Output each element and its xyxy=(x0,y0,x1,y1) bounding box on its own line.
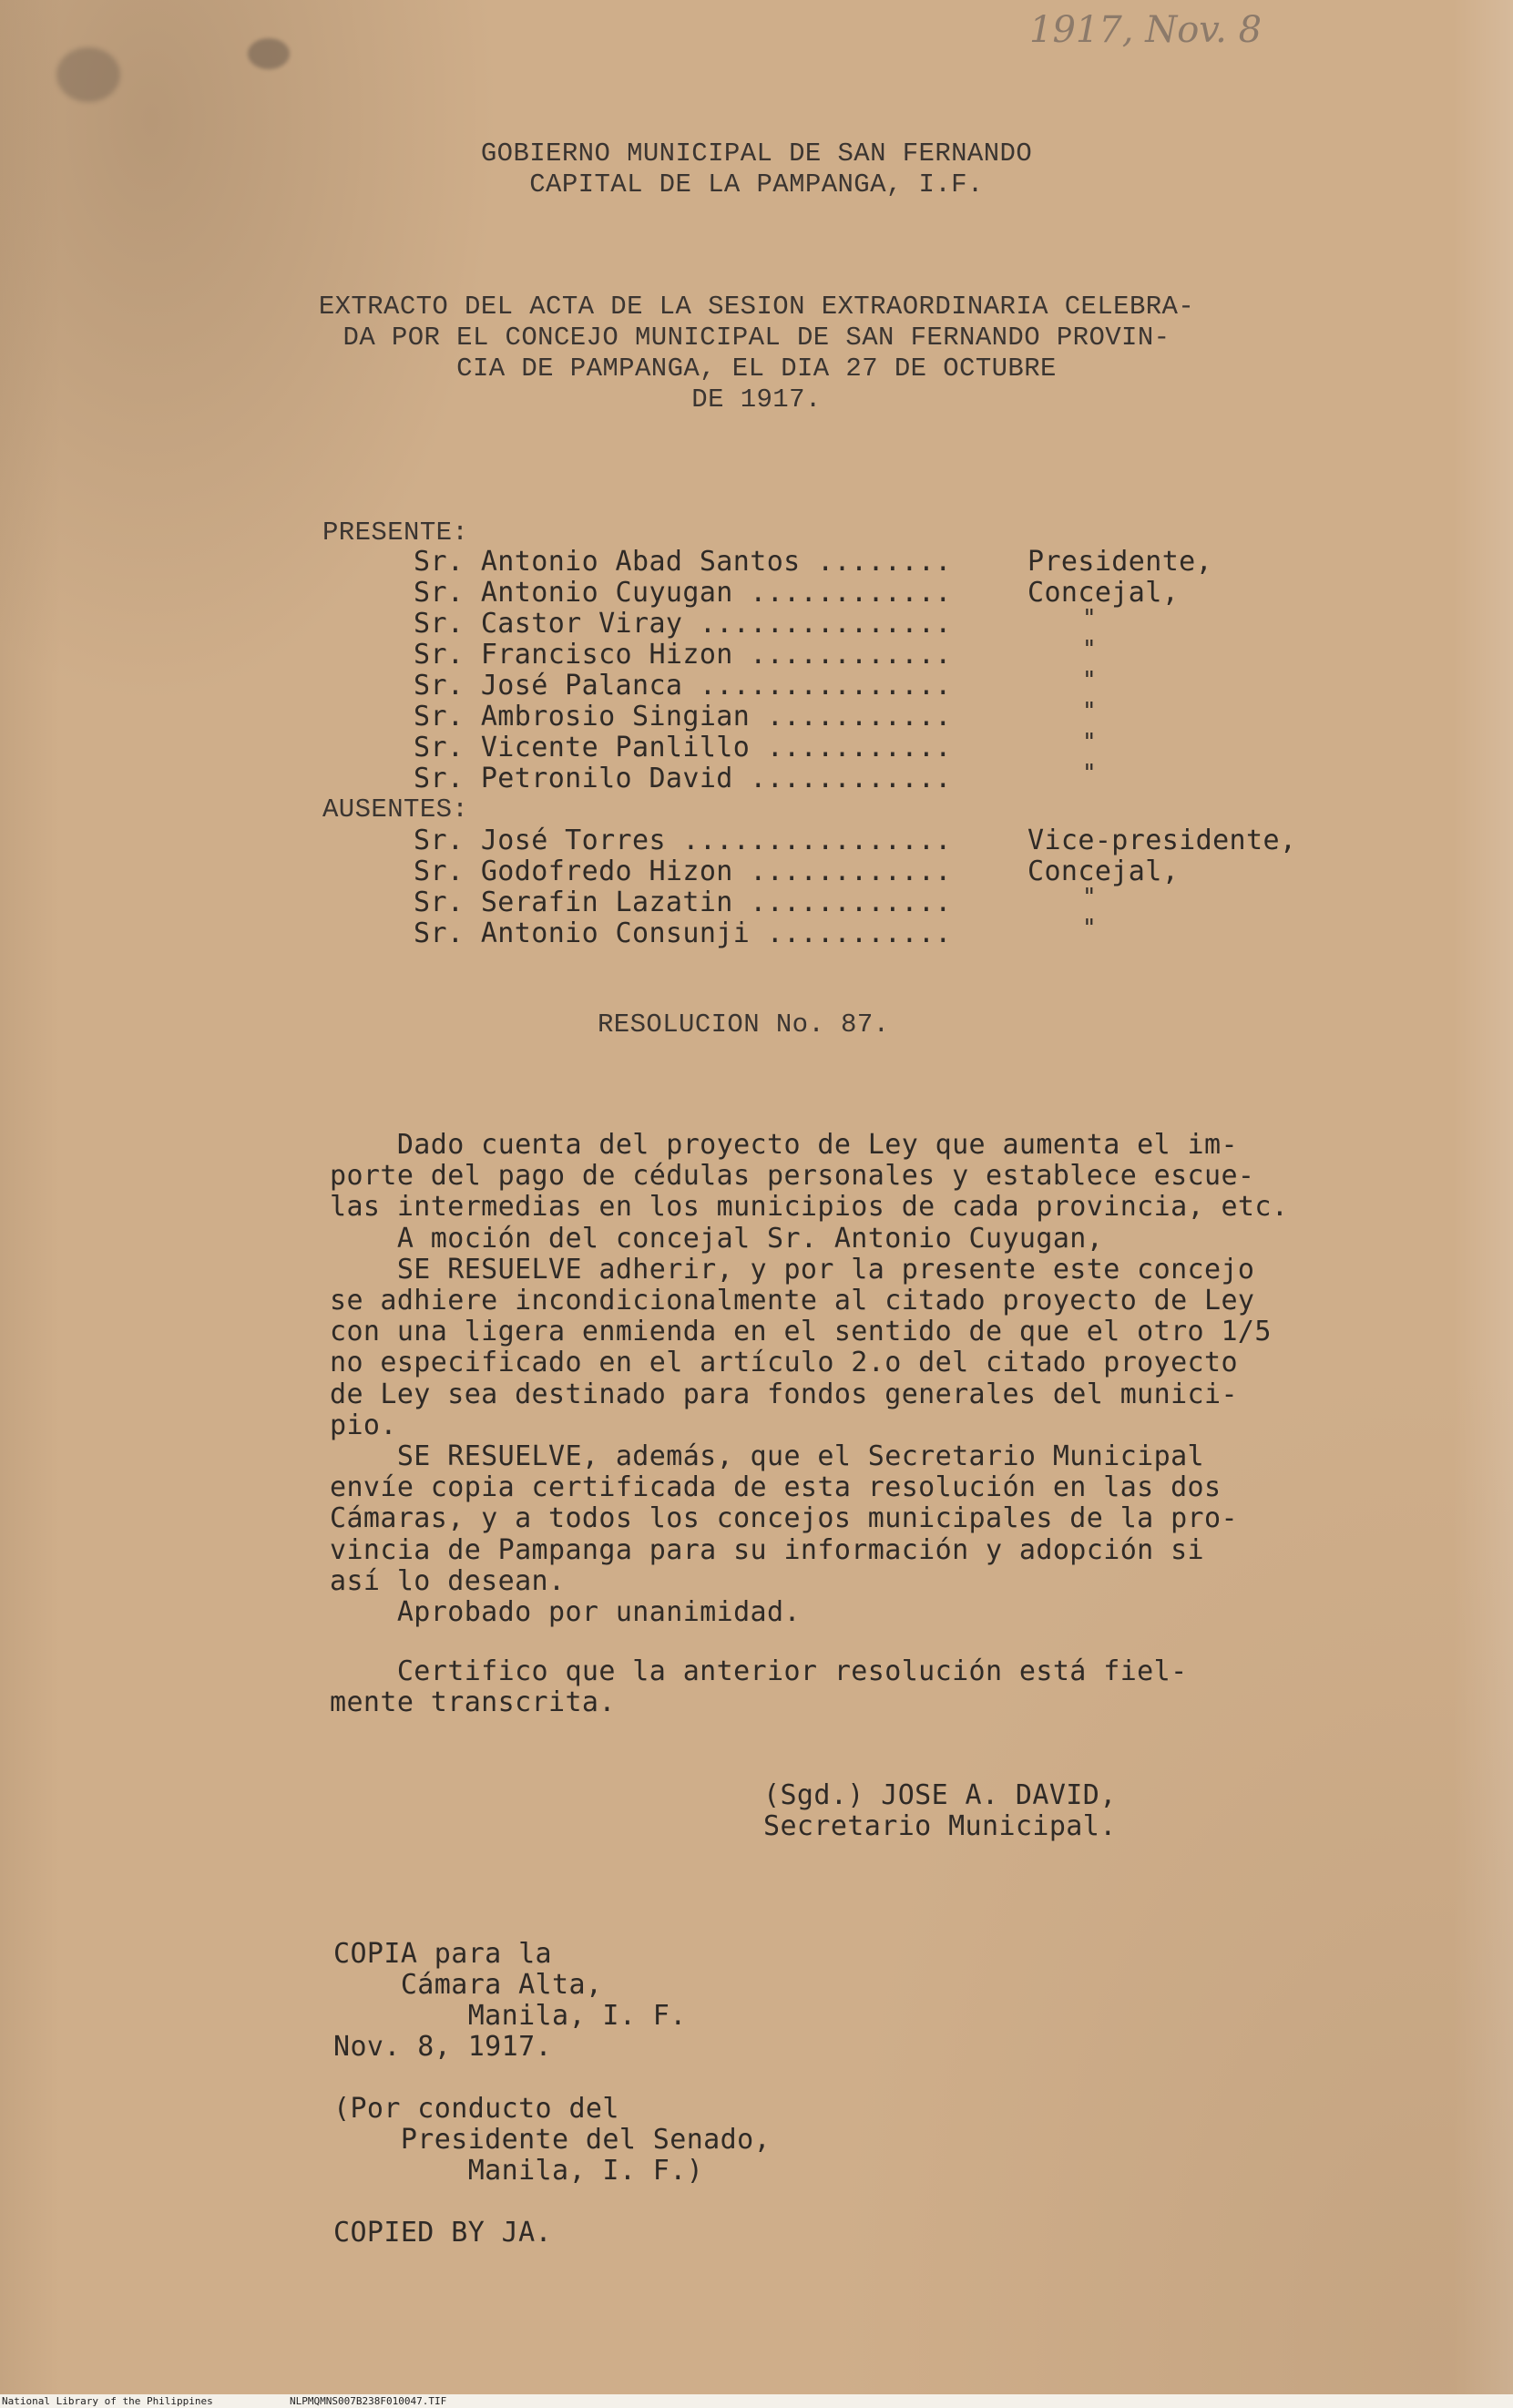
scan-footer xyxy=(0,2394,1513,2408)
member-name: Sr. Castor Viray ............... xyxy=(414,608,952,640)
body-line: SE RESUELVE adherir, y por la presente este concejo xyxy=(330,1253,1255,1286)
body-line: las intermedias en los municipios de cada provincia, etc. xyxy=(330,1191,1289,1224)
body-line: envíe copia certificada de esta resolución en las dos xyxy=(330,1471,1222,1504)
handwritten-date: 1917, Nov. 8 xyxy=(1029,9,1263,51)
body-line: Cámaras, y a todos los concejos municipales de la pro- xyxy=(330,1502,1238,1535)
ink-smudge xyxy=(56,47,120,102)
member-name: Sr. Petronilo David ............ xyxy=(414,763,952,794)
body-line: pio. xyxy=(330,1409,397,1441)
member-name: Sr. Vicente Panlillo ........... xyxy=(414,732,952,763)
member-name: Sr. Francisco Hizon ............ xyxy=(414,639,952,671)
file-id: NLPMQMNS007B238F010047.TIF xyxy=(290,2395,447,2407)
member-name: Sr. Antonio Abad Santos ........ xyxy=(414,546,952,578)
ink-smudge xyxy=(248,38,290,69)
copy-line: COPIA para la xyxy=(333,1938,552,1970)
ausentes-label: AUSENTES: xyxy=(322,794,469,825)
member-name: Sr. Antonio Consunji ........... xyxy=(414,917,952,949)
member-role: Presidente, xyxy=(1027,546,1213,578)
certification-line: Certifico que la anterior resolución está fiel- xyxy=(330,1655,1188,1687)
member-name: Sr. Serafin Lazatin ............ xyxy=(414,886,952,918)
ditto-mark: " xyxy=(1082,636,1098,663)
body-line: se adhiere incondicionalmente al citado proyecto de Ley xyxy=(330,1285,1255,1317)
body-line: Aprobado por unanimidad. xyxy=(330,1596,801,1628)
body-line: porte del pago de cédulas personales y establece escue- xyxy=(330,1160,1255,1193)
member-name: Sr. José Torres ................ xyxy=(414,825,952,856)
copy-line: Nov. 8, 1917. xyxy=(333,2031,552,2063)
ditto-mark: " xyxy=(1082,884,1098,911)
extract-title-line: DA POR EL CONCEJO MUNICIPAL DE SAN FERNANDO PROVIN- xyxy=(342,323,1171,353)
body-line: A moción del concejal Sr. Antonio Cuyugan, xyxy=(330,1222,1104,1255)
member-name: Sr. Ambrosio Singian ........... xyxy=(414,701,952,733)
ditto-mark: " xyxy=(1082,760,1098,787)
member-name: Sr. Godofredo Hizon ............ xyxy=(414,856,952,887)
body-line: SE RESUELVE, además, que el Secretario Municipal xyxy=(330,1440,1204,1472)
body-line: de Ley sea destinado para fondos generales del munici- xyxy=(330,1378,1238,1410)
extract-title-line: CIA DE PAMPANGA, EL DIA 27 DE OCTUBRE xyxy=(456,354,1057,384)
certification-line: mente transcrita. xyxy=(330,1686,616,1718)
resolution-title: RESOLUCION No. 87. xyxy=(598,1009,890,1040)
ditto-mark: " xyxy=(1082,915,1098,942)
signature-name: (Sgd.) JOSE A. DAVID, xyxy=(763,1779,1117,1811)
body-line: no especificado en el artículo 2.o del citado proyecto xyxy=(330,1347,1238,1379)
member-role: Concejal, xyxy=(1027,856,1180,887)
copy-line: Presidente del Senado, xyxy=(333,2124,771,2156)
body-line: así lo desean. xyxy=(330,1564,566,1597)
copy-line: Cámara Alta, xyxy=(333,1969,603,2001)
ditto-mark: " xyxy=(1082,698,1098,725)
ditto-mark: " xyxy=(1082,667,1098,694)
extract-title-line: DE 1917. xyxy=(691,384,822,415)
copy-line: COPIED BY JA. xyxy=(333,2217,552,2249)
ditto-mark: " xyxy=(1082,605,1098,632)
member-name: Sr. José Palanca ............... xyxy=(414,670,952,702)
extract-title-line: EXTRACTO DEL ACTA DE LA SESION EXTRAORDINARIA CELEBRA- xyxy=(318,292,1195,322)
body-line: con una ligera enmienda en el sentido de que el otro 1/5 xyxy=(330,1316,1272,1348)
copy-line: Manila, I. F. xyxy=(333,2000,687,2032)
header-line-2: CAPITAL DE LA PAMPANGA, I.F. xyxy=(529,169,984,200)
ditto-mark: " xyxy=(1082,729,1098,756)
copy-line: Manila, I. F.) xyxy=(333,2155,704,2187)
member-name: Sr. Antonio Cuyugan ............ xyxy=(414,577,952,609)
body-line: Dado cuenta del proyecto de Ley que aumenta el im- xyxy=(330,1129,1238,1161)
body-line: vincia de Pampanga para su información y adopción si xyxy=(330,1533,1204,1566)
presentes-label: PRESENTE: xyxy=(322,517,469,548)
library-name: National Library of the Philippines xyxy=(2,2395,213,2407)
header-line-1: GOBIERNO MUNICIPAL DE SAN FERNANDO xyxy=(480,138,1033,169)
copy-line: (Por conducto del xyxy=(333,2093,619,2125)
member-role: Vice-presidente, xyxy=(1027,825,1297,856)
signature-title: Secretario Municipal. xyxy=(763,1810,1117,1842)
member-role: Concejal, xyxy=(1027,577,1180,609)
